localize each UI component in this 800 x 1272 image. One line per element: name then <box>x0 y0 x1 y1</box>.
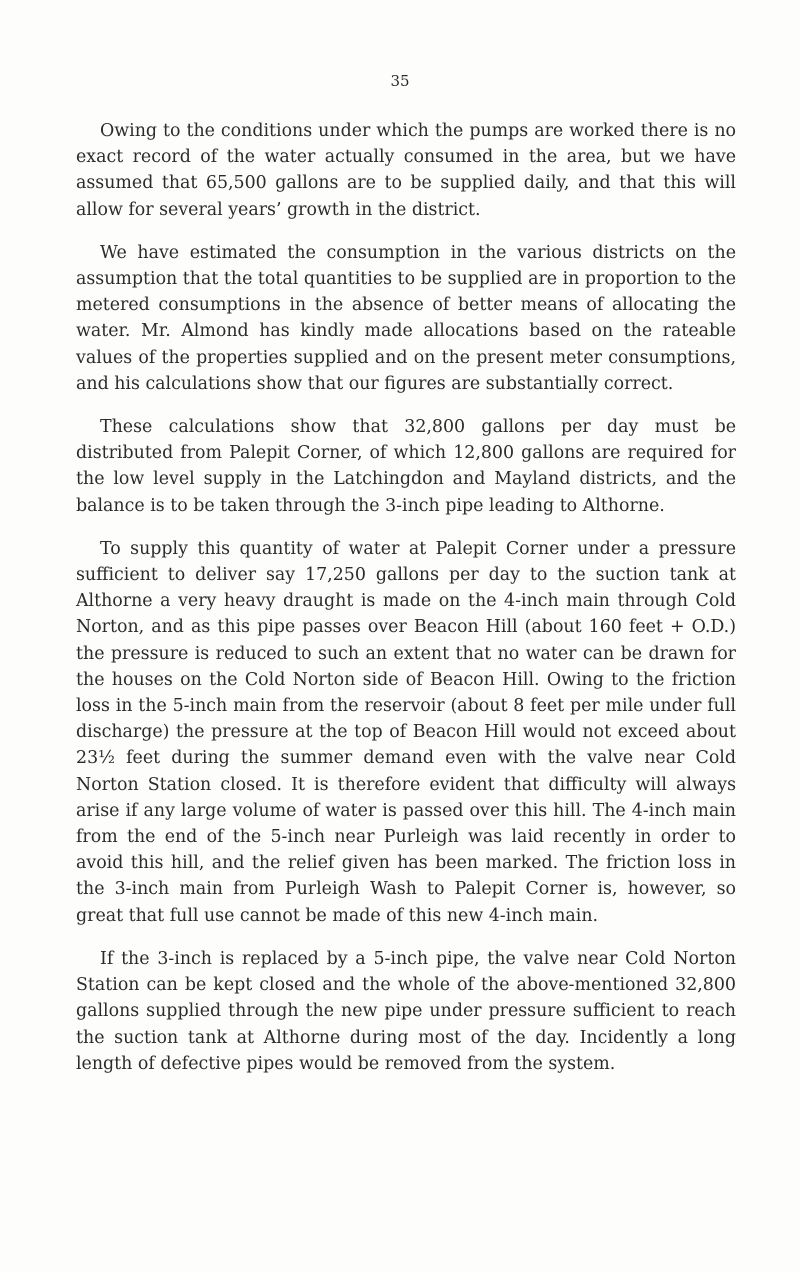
page-number: 35 <box>390 72 410 90</box>
paragraph-district-estimates: We have estimated the consumption in the various districts on the assumption that the total quantities to be supplied are in proportion to the metered consumptions in the absence of better means of allocating the water. Mr. Almond has kindly made allocations based on the rateable values of the properties supplied and on the present meter consumptions, and his calculations show that our figures are substantially correct. <box>76 242 736 394</box>
paragraph-beacon-hill-pressure: To supply this quantity of water at Palepit Corner under a pressure sufficient to deliver say 17,250 gallons per day to the suction tank at Althorne a very heavy draught is made on the 4-inch main through Cold Norton, and as this pipe passes over Beacon Hill (about 160 feet + O.D.) the pressure is reduced to such an extent that no water can be drawn for the houses on the Cold Norton side of Beacon Hill. Owing to the friction loss in the 5-inch main from the reservoir (about 8 feet per mile under full discharge) the pressure at the top of Beacon Hill would not exceed about 23½ feet during the summer demand even with the valve near Cold Norton Station closed. It is therefore evident that difficulty will always arise if any large volume of water is passed over this hill. The 4-inch main from the end of the 5-inch near Purleigh was laid recently in order to avoid this hill, and the relief given has been marked. The friction loss in the 3-inch main from Purleigh Wash to Palepit Corner is, however, so great that full use cannot be made of this new 4-inch main. <box>76 538 736 926</box>
paragraph-pipe-replacement: If the 3-inch is replaced by a 5-inch pipe, the valve near Cold Norton Station can be kept closed and the whole of the above-mentioned 32,800 gallons supplied through the new pipe under pressure sufficient to reach the suction tank at Althorne during most of the day. Incidently a long length of defective pipes would be removed from the system. <box>76 948 736 1074</box>
paragraph-palepit-distribution: These calculations show that 32,800 gallons per day must be distributed from Palepit Corner, of which 12,800 gallons are required for the low level supply in the Latchingdon and Mayland districts, and the balance is to be taken through the 3-inch pipe leading to Althorne. <box>76 417 736 516</box>
paragraph-water-consumption: Owing to the conditions under which the pumps are worked there is no exact record of the water actually consumed in the area, but we have assumed that 65,500 gallons are to be supplied daily, and that this will allow for several years’ growth in the district. <box>76 121 736 220</box>
body-text <box>76 118 736 1077</box>
